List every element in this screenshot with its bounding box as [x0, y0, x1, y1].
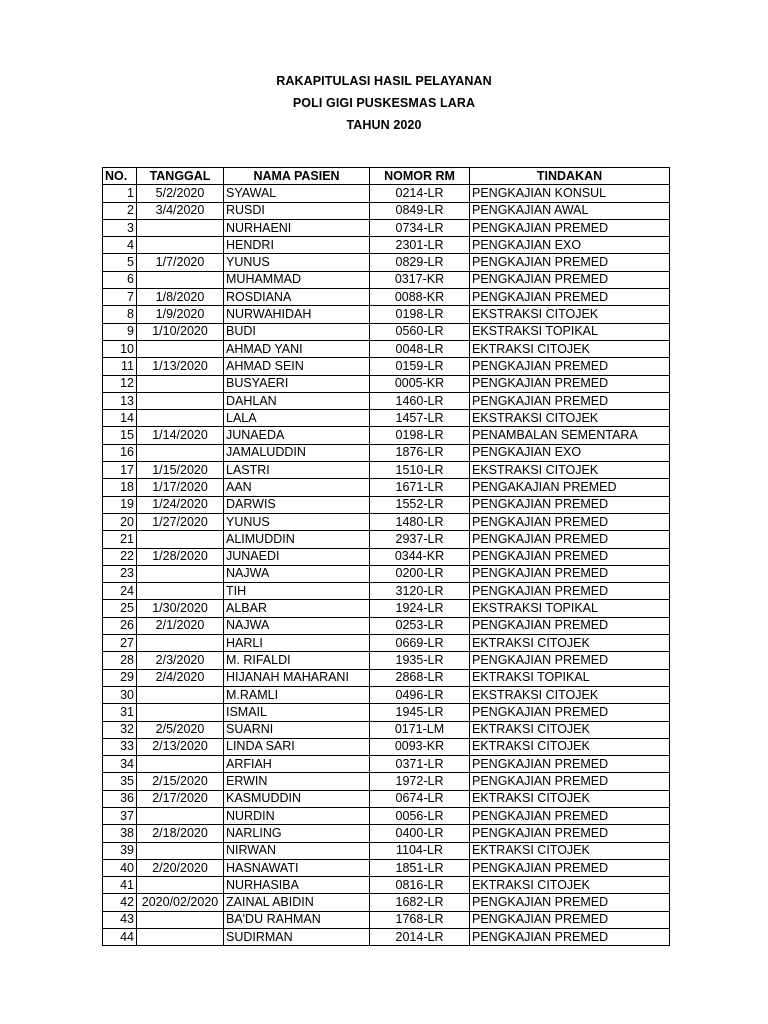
treatment: EKSTRAKSI CITOJEK	[470, 462, 670, 479]
visit-date: 2/20/2020	[137, 859, 224, 876]
row-number: 3	[103, 219, 137, 236]
patient-name: BA'DU RAHMAN	[224, 911, 370, 928]
table-row	[103, 911, 670, 928]
patient-name: LALA	[224, 410, 370, 427]
patient-name: MUHAMMAD	[224, 271, 370, 288]
row-number: 6	[103, 271, 137, 288]
treatment: EKSTRAKSI CITOJEK	[470, 686, 670, 703]
patient-name: NIRWAN	[224, 842, 370, 859]
patient-name: BUDI	[224, 323, 370, 340]
treatment: EKTRAKSI CITOJEK	[470, 721, 670, 738]
table-row	[103, 669, 670, 686]
table-row	[103, 410, 670, 427]
visit-date: 2/13/2020	[137, 738, 224, 755]
patient-name: HARLI	[224, 635, 370, 652]
treatment: EKSTRAKSI CITOJEK	[470, 306, 670, 323]
visit-date: 2/15/2020	[137, 773, 224, 790]
visit-date: 1/8/2020	[137, 289, 224, 306]
treatment: PENGKAJIAN PREMED	[470, 894, 670, 911]
row-number: 32	[103, 721, 137, 738]
visit-date	[137, 704, 224, 721]
visit-date: 1/17/2020	[137, 479, 224, 496]
treatment: PENGKAJIAN EXO	[470, 444, 670, 461]
medical-record-number: 0214-LR	[370, 185, 470, 202]
table-row	[103, 842, 670, 859]
medical-record-number: 0829-LR	[370, 254, 470, 271]
table-row	[103, 686, 670, 703]
row-number: 44	[103, 929, 137, 946]
patient-name: ALBAR	[224, 600, 370, 617]
table-row	[103, 392, 670, 409]
report-subtitle-year: TAHUN 2020	[346, 118, 422, 132]
treatment: PENGKAJIAN PREMED	[470, 219, 670, 236]
treatment: PENGKAJIAN PREMED	[470, 773, 670, 790]
table-row	[103, 271, 670, 288]
table-row	[103, 807, 670, 824]
visit-date	[137, 375, 224, 392]
treatment: PENGKAJIAN PREMED	[470, 807, 670, 824]
patient-name: ROSDIANA	[224, 289, 370, 306]
treatment: EKSTRAKSI CITOJEK	[470, 410, 670, 427]
visit-date: 1/9/2020	[137, 306, 224, 323]
row-number: 35	[103, 773, 137, 790]
medical-record-number: 0816-LR	[370, 877, 470, 894]
medical-record-number: 0317-KR	[370, 271, 470, 288]
table-row	[103, 721, 670, 738]
row-number: 14	[103, 410, 137, 427]
patient-name: JUNAEDI	[224, 548, 370, 565]
row-number: 1	[103, 185, 137, 202]
medical-record-number: 1851-LR	[370, 859, 470, 876]
row-number: 39	[103, 842, 137, 859]
patient-name: NURWAHIDAH	[224, 306, 370, 323]
table-row	[103, 583, 670, 600]
patient-name: JUNAEDA	[224, 427, 370, 444]
visit-date	[137, 911, 224, 928]
patient-name: M. RIFALDI	[224, 652, 370, 669]
report-subtitle-clinic: POLI GIGI PUSKESMAS LARA	[292, 96, 476, 110]
medical-record-number: 0171-LM	[370, 721, 470, 738]
table-row	[103, 462, 670, 479]
medical-record-number: 1876-LR	[370, 444, 470, 461]
medical-record-number: 0253-LR	[370, 617, 470, 634]
patient-name: AHMAD SEIN	[224, 358, 370, 375]
table-row	[103, 548, 670, 565]
treatment: PENGKAJIAN PREMED	[470, 617, 670, 634]
table-row	[103, 704, 670, 721]
visit-date: 2/3/2020	[137, 652, 224, 669]
table-row	[103, 479, 670, 496]
visit-date: 2/1/2020	[137, 617, 224, 634]
table-row	[103, 289, 670, 306]
medical-record-number: 0198-LR	[370, 306, 470, 323]
medical-record-number: 1671-LR	[370, 479, 470, 496]
table-row	[103, 617, 670, 634]
treatment: EKTRAKSI CITOJEK	[470, 635, 670, 652]
patient-name: DAHLAN	[224, 392, 370, 409]
row-number: 33	[103, 738, 137, 755]
report-title-block	[0, 72, 768, 138]
treatment: PENGKAJIAN PREMED	[470, 358, 670, 375]
table-row	[103, 929, 670, 946]
row-number: 15	[103, 427, 137, 444]
row-number: 43	[103, 911, 137, 928]
visit-date: 2020/02/2020	[137, 894, 224, 911]
visit-date: 2/5/2020	[137, 721, 224, 738]
treatment: PENGKAJIAN PREMED	[470, 565, 670, 582]
row-number: 23	[103, 565, 137, 582]
medical-record-number: 3120-LR	[370, 583, 470, 600]
medical-record-number: 1510-LR	[370, 462, 470, 479]
row-number: 9	[103, 323, 137, 340]
header-nomor-rm: NOMOR RM	[370, 168, 470, 185]
medical-record-number: 0734-LR	[370, 219, 470, 236]
report-title: RAKAPITULASI HASIL PELAYANAN	[276, 74, 492, 88]
patient-name: NARLING	[224, 825, 370, 842]
patient-name: LINDA SARI	[224, 738, 370, 755]
row-number: 42	[103, 894, 137, 911]
medical-record-number: 1457-LR	[370, 410, 470, 427]
table-row	[103, 375, 670, 392]
row-number: 18	[103, 479, 137, 496]
patient-name: AHMAD YANI	[224, 340, 370, 357]
patient-name: NAJWA	[224, 565, 370, 582]
treatment: PENGKAJIAN PREMED	[470, 271, 670, 288]
treatment: EKSTRAKSI TOPIKAL	[470, 323, 670, 340]
header-nama-pasien: NAMA PASIEN	[224, 168, 370, 185]
table-row	[103, 877, 670, 894]
row-number: 8	[103, 306, 137, 323]
treatment: PENGKAJIAN PREMED	[470, 548, 670, 565]
visit-date: 1/27/2020	[137, 513, 224, 530]
medical-record-number: 1768-LR	[370, 911, 470, 928]
visit-date	[137, 583, 224, 600]
medical-record-number: 1682-LR	[370, 894, 470, 911]
medical-record-number: 0088-KR	[370, 289, 470, 306]
medical-record-number: 0198-LR	[370, 427, 470, 444]
visit-date	[137, 531, 224, 548]
visit-date: 1/15/2020	[137, 462, 224, 479]
visit-date: 1/14/2020	[137, 427, 224, 444]
table-row	[103, 202, 670, 219]
patient-name: HASNAWATI	[224, 859, 370, 876]
visit-date: 2/4/2020	[137, 669, 224, 686]
table-row	[103, 825, 670, 842]
table-row	[103, 323, 670, 340]
medical-record-number: 0200-LR	[370, 565, 470, 582]
row-number: 12	[103, 375, 137, 392]
medical-record-number: 2301-LR	[370, 237, 470, 254]
patient-name: ERWIN	[224, 773, 370, 790]
visit-date	[137, 340, 224, 357]
medical-record-number: 1104-LR	[370, 842, 470, 859]
patient-name: TIH	[224, 583, 370, 600]
patient-name: YUNUS	[224, 254, 370, 271]
patient-name: LASTRI	[224, 462, 370, 479]
row-number: 16	[103, 444, 137, 461]
table-row	[103, 237, 670, 254]
visit-date	[137, 929, 224, 946]
row-number: 27	[103, 635, 137, 652]
row-number: 2	[103, 202, 137, 219]
row-number: 4	[103, 237, 137, 254]
visit-date	[137, 392, 224, 409]
patient-name: SYAWAL	[224, 185, 370, 202]
treatment: EKTRAKSI CITOJEK	[470, 738, 670, 755]
header-no: NO.	[103, 168, 137, 185]
patient-name: DARWIS	[224, 496, 370, 513]
header-tanggal: TANGGAL	[137, 168, 224, 185]
treatment: PENGKAJIAN PREMED	[470, 929, 670, 946]
table-row	[103, 635, 670, 652]
medical-record-number: 1480-LR	[370, 513, 470, 530]
medical-record-number: 1552-LR	[370, 496, 470, 513]
visit-date: 1/13/2020	[137, 358, 224, 375]
patient-name: ALIMUDDIN	[224, 531, 370, 548]
row-number: 25	[103, 600, 137, 617]
treatment: EKTRAKSI CITOJEK	[470, 340, 670, 357]
patient-name: HENDRI	[224, 237, 370, 254]
row-number: 36	[103, 790, 137, 807]
treatment: PENGAKAJIAN PREMED	[470, 479, 670, 496]
medical-record-number: 0344-KR	[370, 548, 470, 565]
row-number: 28	[103, 652, 137, 669]
visit-date: 1/24/2020	[137, 496, 224, 513]
patient-name: M.RAMLI	[224, 686, 370, 703]
visit-date	[137, 410, 224, 427]
row-number: 31	[103, 704, 137, 721]
row-number: 41	[103, 877, 137, 894]
table-row	[103, 531, 670, 548]
treatment: PENGKAJIAN PREMED	[470, 911, 670, 928]
patient-name: HIJANAH MAHARANI	[224, 669, 370, 686]
treatment: PENGKAJIAN PREMED	[470, 704, 670, 721]
visit-date	[137, 877, 224, 894]
visit-date	[137, 756, 224, 773]
table-row	[103, 773, 670, 790]
medical-record-number: 1924-LR	[370, 600, 470, 617]
patient-name: JAMALUDDIN	[224, 444, 370, 461]
table-row	[103, 444, 670, 461]
row-number: 29	[103, 669, 137, 686]
patient-name: SUARNI	[224, 721, 370, 738]
row-number: 26	[103, 617, 137, 634]
table-row	[103, 340, 670, 357]
row-number: 40	[103, 859, 137, 876]
patient-name: NURHASIBA	[224, 877, 370, 894]
row-number: 11	[103, 358, 137, 375]
patient-name: ZAINAL ABIDIN	[224, 894, 370, 911]
medical-record-number: 0496-LR	[370, 686, 470, 703]
patient-name: NURDIN	[224, 807, 370, 824]
treatment: PENGKAJIAN EXO	[470, 237, 670, 254]
table-body	[103, 185, 670, 946]
patient-name: SUDIRMAN	[224, 929, 370, 946]
visit-date	[137, 219, 224, 236]
header-tindakan: TINDAKAN	[470, 168, 670, 185]
treatment: EKTRAKSI CITOJEK	[470, 877, 670, 894]
row-number: 34	[103, 756, 137, 773]
medical-record-number: 2014-LR	[370, 929, 470, 946]
row-number: 22	[103, 548, 137, 565]
row-number: 13	[103, 392, 137, 409]
table-row	[103, 565, 670, 582]
treatment: PENGKAJIAN PREMED	[470, 496, 670, 513]
medical-record-number: 0674-LR	[370, 790, 470, 807]
visit-date	[137, 635, 224, 652]
visit-date	[137, 444, 224, 461]
patient-name: RUSDI	[224, 202, 370, 219]
patient-name: NAJWA	[224, 617, 370, 634]
treatment: PENGKAJIAN PREMED	[470, 392, 670, 409]
row-number: 10	[103, 340, 137, 357]
medical-record-number: 0669-LR	[370, 635, 470, 652]
medical-record-number: 2868-LR	[370, 669, 470, 686]
medical-record-number: 0371-LR	[370, 756, 470, 773]
medical-record-number: 1935-LR	[370, 652, 470, 669]
treatment: PENGKAJIAN PREMED	[470, 756, 670, 773]
patient-name: AAN	[224, 479, 370, 496]
medical-record-number: 0400-LR	[370, 825, 470, 842]
visit-date: 1/28/2020	[137, 548, 224, 565]
row-number: 7	[103, 289, 137, 306]
patient-name: YUNUS	[224, 513, 370, 530]
table-row	[103, 185, 670, 202]
table-row	[103, 306, 670, 323]
visit-date	[137, 565, 224, 582]
medical-record-number: 0560-LR	[370, 323, 470, 340]
medical-record-number: 0849-LR	[370, 202, 470, 219]
visit-date: 3/4/2020	[137, 202, 224, 219]
table-row	[103, 790, 670, 807]
visit-date	[137, 807, 224, 824]
table-header-row	[103, 168, 670, 185]
table-row	[103, 859, 670, 876]
medical-record-number: 1945-LR	[370, 704, 470, 721]
patient-name: ARFIAH	[224, 756, 370, 773]
medical-record-number: 0005-KR	[370, 375, 470, 392]
row-number: 5	[103, 254, 137, 271]
table-row	[103, 756, 670, 773]
table-row	[103, 254, 670, 271]
patient-name: NURHAENI	[224, 219, 370, 236]
visit-date: 1/10/2020	[137, 323, 224, 340]
medical-record-number: 0093-KR	[370, 738, 470, 755]
table-row	[103, 496, 670, 513]
visit-date: 1/7/2020	[137, 254, 224, 271]
table-row	[103, 358, 670, 375]
row-number: 37	[103, 807, 137, 824]
treatment: PENGKAJIAN PREMED	[470, 652, 670, 669]
visit-date: 1/30/2020	[137, 600, 224, 617]
table-row	[103, 600, 670, 617]
row-number: 17	[103, 462, 137, 479]
treatment: PENGKAJIAN PREMED	[470, 859, 670, 876]
patient-name: KASMUDDIN	[224, 790, 370, 807]
treatment: PENGKAJIAN KONSUL	[470, 185, 670, 202]
table-row	[103, 427, 670, 444]
row-number: 38	[103, 825, 137, 842]
treatment: EKSTRAKSI TOPIKAL	[470, 600, 670, 617]
visit-date	[137, 686, 224, 703]
row-number: 30	[103, 686, 137, 703]
table-row	[103, 219, 670, 236]
treatment: EKTRAKSI CITOJEK	[470, 842, 670, 859]
table-row	[103, 652, 670, 669]
row-number: 20	[103, 513, 137, 530]
medical-record-number: 1972-LR	[370, 773, 470, 790]
medical-record-number: 0056-LR	[370, 807, 470, 824]
row-number: 21	[103, 531, 137, 548]
row-number: 19	[103, 496, 137, 513]
treatment: EKTRAKSI TOPIKAL	[470, 669, 670, 686]
medical-record-number: 0048-LR	[370, 340, 470, 357]
treatment: PENGKAJIAN PREMED	[470, 531, 670, 548]
patient-name: BUSYAERI	[224, 375, 370, 392]
treatment: PENGKAJIAN PREMED	[470, 583, 670, 600]
table-row	[103, 738, 670, 755]
visit-date	[137, 237, 224, 254]
treatment: PENAMBALAN SEMENTARA	[470, 427, 670, 444]
treatment: PENGKAJIAN AWAL	[470, 202, 670, 219]
treatment: PENGKAJIAN PREMED	[470, 513, 670, 530]
row-number: 24	[103, 583, 137, 600]
medical-record-number: 2937-LR	[370, 531, 470, 548]
visit-date: 5/2/2020	[137, 185, 224, 202]
patient-name: ISMAIL	[224, 704, 370, 721]
visit-date: 2/18/2020	[137, 825, 224, 842]
treatment: EKTRAKSI CITOJEK	[470, 790, 670, 807]
visit-date: 2/17/2020	[137, 790, 224, 807]
treatment: PENGKAJIAN PREMED	[470, 825, 670, 842]
treatment: PENGKAJIAN PREMED	[470, 289, 670, 306]
visit-date	[137, 271, 224, 288]
treatment: PENGKAJIAN PREMED	[470, 375, 670, 392]
patient-service-table	[102, 167, 670, 946]
medical-record-number: 1460-LR	[370, 392, 470, 409]
table-row	[103, 894, 670, 911]
medical-record-number: 0159-LR	[370, 358, 470, 375]
visit-date	[137, 842, 224, 859]
treatment: PENGKAJIAN PREMED	[470, 254, 670, 271]
table-row	[103, 513, 670, 530]
